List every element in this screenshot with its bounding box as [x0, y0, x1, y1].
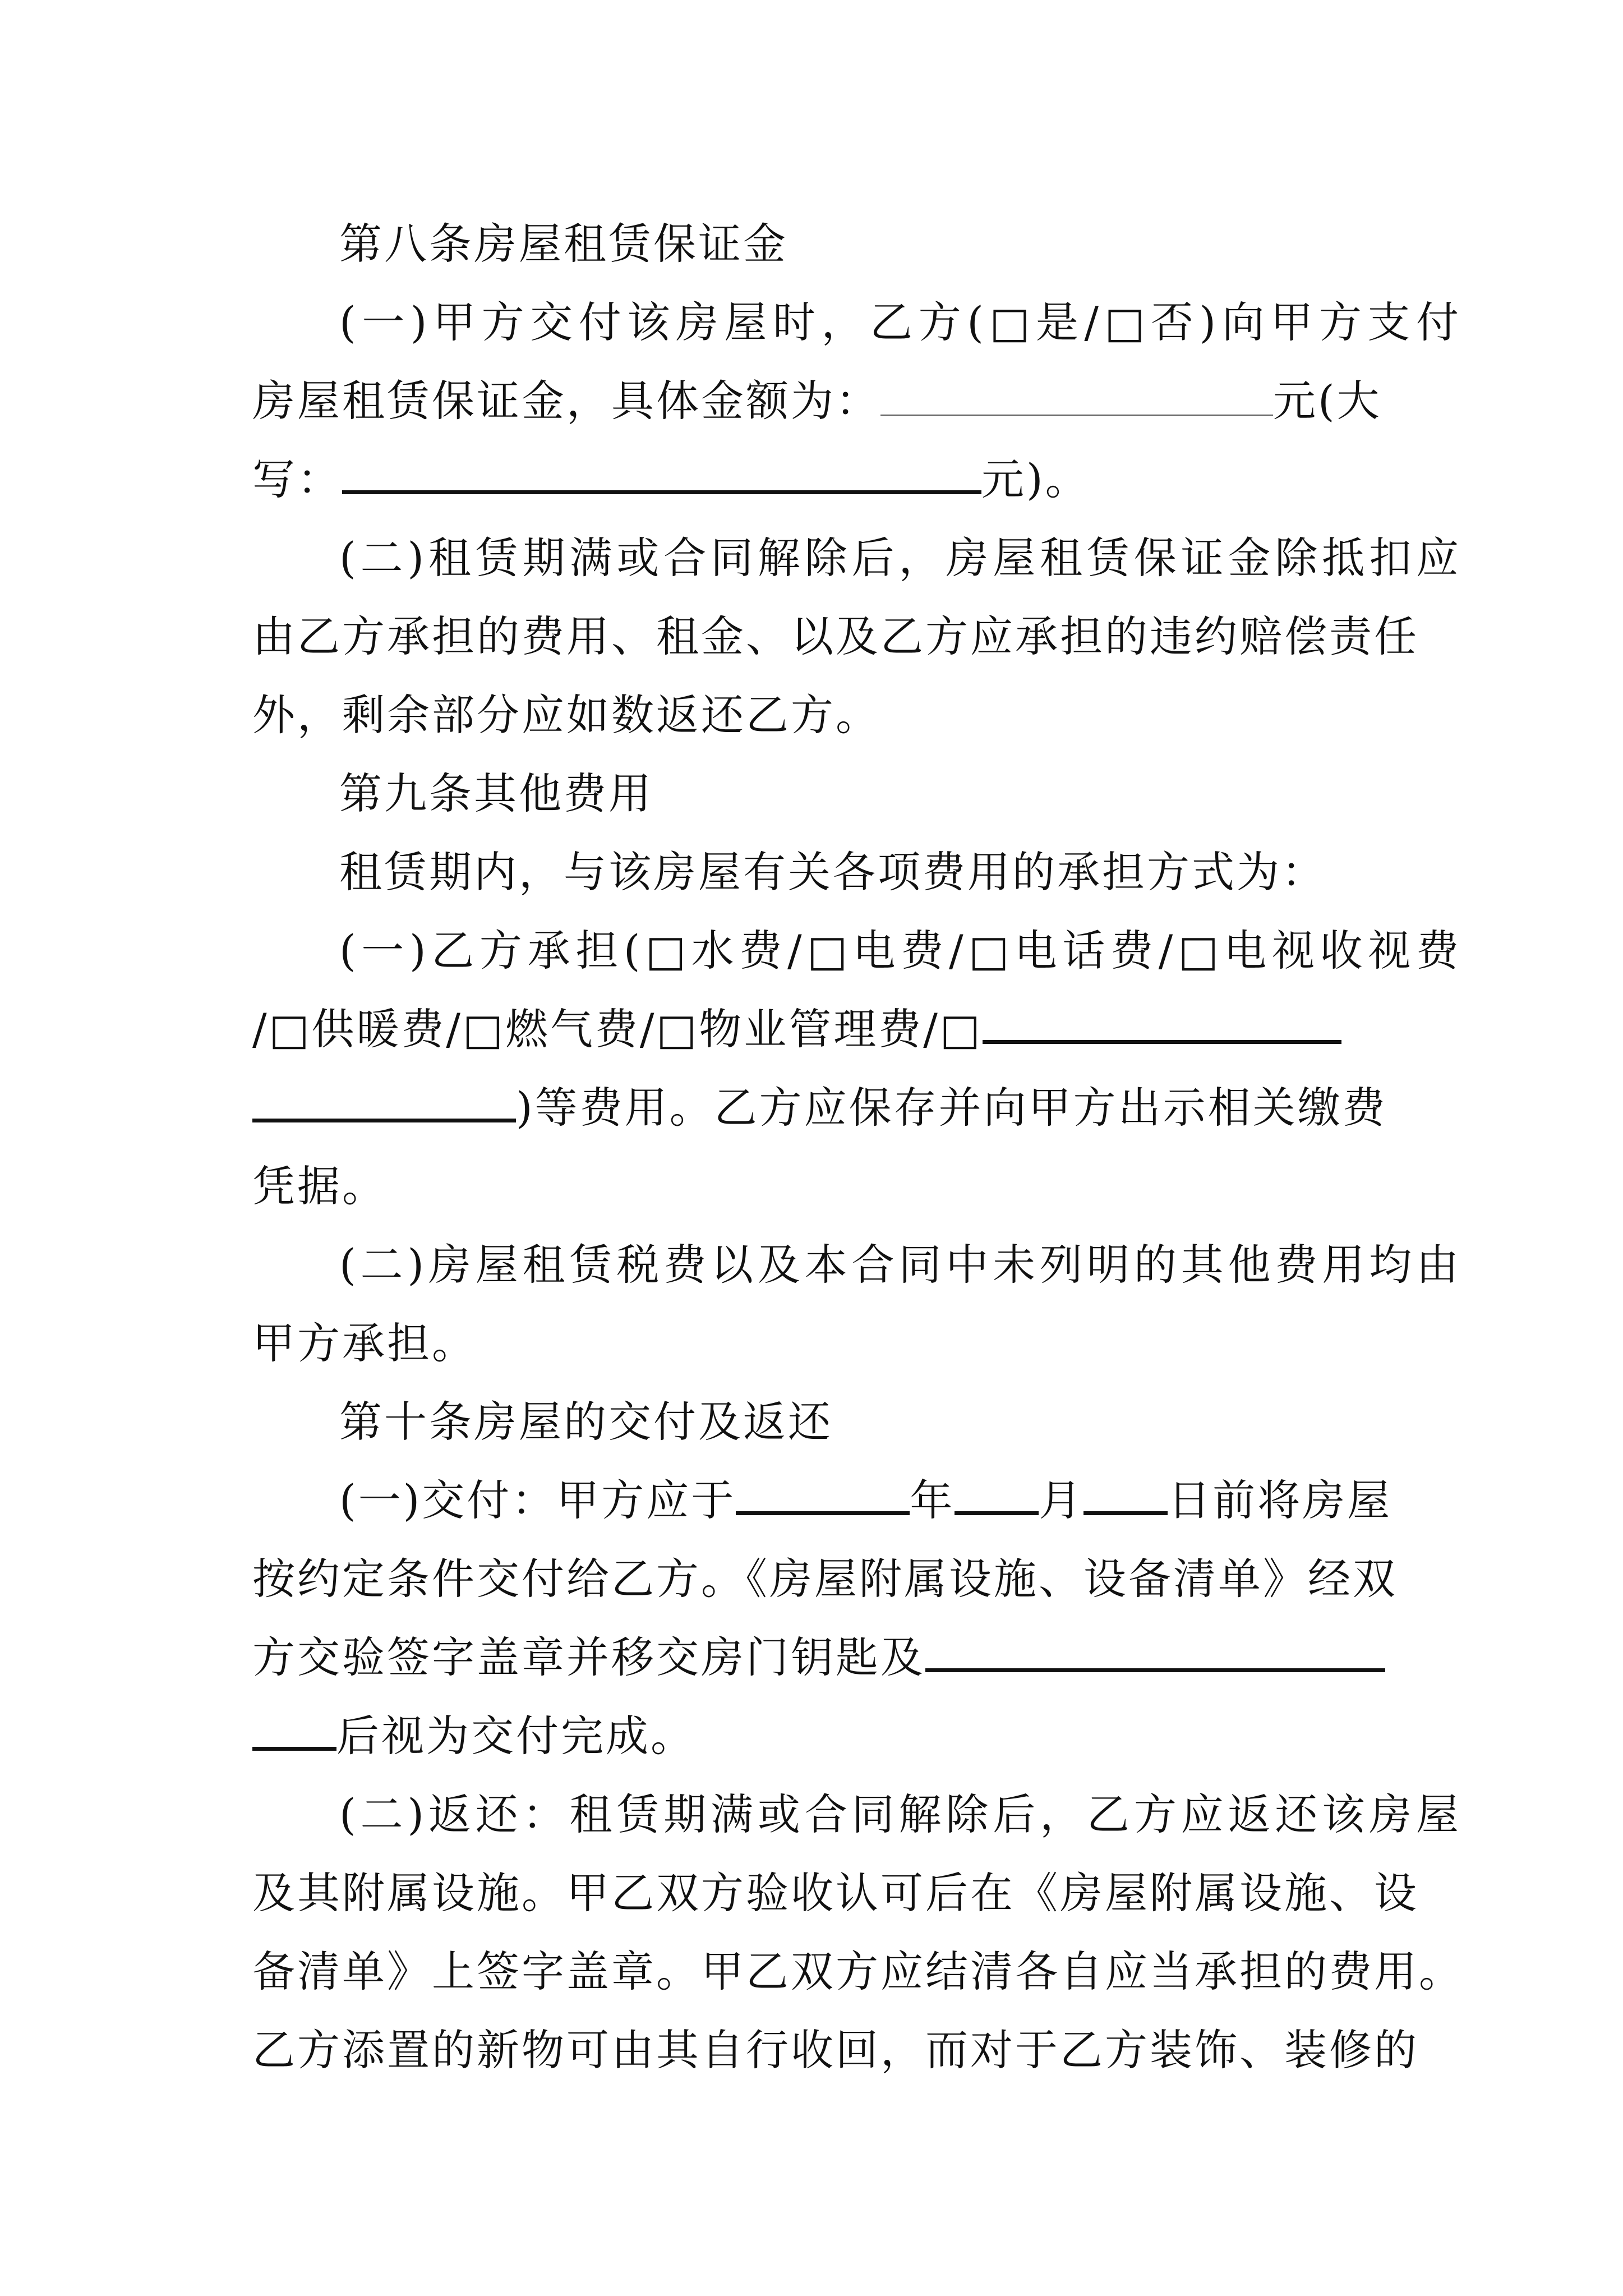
year-label: 年 — [910, 1475, 955, 1525]
deposit-amount-blank[interactable] — [880, 412, 1273, 416]
article-8-clause-2-line-2: 由乙方承担的费用、租金、以及乙方应承担的违约赔偿责任 — [252, 611, 1419, 661]
article-9-clause-2-line-2: 甲方承担。 — [252, 1318, 477, 1368]
fee-options-text: /□供暖费/□燃气费/□物业管理费/□ — [252, 1004, 983, 1054]
delivery-year-blank[interactable] — [736, 1509, 910, 1515]
article-8-clause-1-line-1: (一)甲方交付该房屋时，乙方(□是/□否)向甲方支付 — [339, 297, 1461, 347]
other-fee-blank-continued[interactable] — [252, 1116, 516, 1122]
delivery-date-label: (一)交付：甲方应于 — [339, 1475, 736, 1525]
article-9-clause-2-line-1: (二)房屋租赁税费以及本合同中未列明的其他费用均由 — [339, 1240, 1461, 1290]
delivery-complete-text: 后视为交付完成。 — [336, 1711, 695, 1761]
deposit-amount-suffix: 元(大 — [1273, 376, 1382, 426]
article-8-clause-2-line-3: 外，剩余部分应如数返还乙方。 — [252, 690, 880, 740]
article-10-clause-2-line-3: 备清单》上签字盖章。甲乙双方应结清各自应当承担的费用。 — [252, 1947, 1464, 1996]
article-9-heading: 第九条其他费用 — [339, 769, 653, 818]
keys-handover-text: 方交验签字盖章并移交房门钥匙及 — [252, 1632, 925, 1682]
article-9-intro: 租赁期内，与该房屋有关各项费用的承担方式为： — [339, 847, 1326, 897]
handover-items-blank-continued[interactable] — [252, 1745, 336, 1751]
article-10-clause-1-line-3 — [252, 1627, 1374, 1688]
deposit-uppercase-blank[interactable] — [342, 488, 981, 494]
delivery-day-blank[interactable] — [1083, 1509, 1168, 1515]
article-10-clause-1-line-2: 按约定条件交付给乙方。《房屋附属设施、设备清单》经双 — [252, 1554, 1398, 1604]
article-10-clause-1-line-4 — [252, 1705, 1374, 1767]
deposit-uppercase-suffix: 元)。 — [981, 454, 1090, 504]
handover-items-blank[interactable] — [925, 1666, 1385, 1672]
article-8-clause-1-line-3 — [252, 449, 1374, 510]
article-9-clause-1-line-2 — [252, 999, 1374, 1060]
article-10-clause-2-line-1: (二)返还：租赁期满或合同解除后，乙方应返还该房屋 — [339, 1789, 1461, 1839]
article-10-heading: 第十条房屋的交付及返还 — [339, 1397, 833, 1447]
article-9-clause-1-line-3 — [252, 1077, 1387, 1139]
article-10-clause-2-line-2: 及其附属设施。甲乙双方验收认可后在《房屋附属设施、设 — [252, 1868, 1419, 1918]
article-8-clause-2-line-1: (二)租赁期满或合同解除后，房屋租赁保证金除抵扣应 — [339, 533, 1461, 583]
deposit-amount-label: 房屋租赁保证金，具体金额为： — [252, 376, 880, 426]
other-fee-blank[interactable] — [983, 1038, 1341, 1044]
day-label: 日前将房屋 — [1168, 1475, 1393, 1525]
article-10-clause-1-line-1 — [339, 1470, 1461, 1531]
deposit-uppercase-label: 写： — [252, 454, 342, 504]
article-10-clause-2-line-4: 乙方添置的新物可由其自行收回，而对于乙方装饰、装修的 — [252, 2025, 1419, 2075]
article-9-clause-1-line-1: (一)乙方承担(□水费/□电费/□电话费/□电视收视费 — [339, 926, 1461, 976]
article-8-clause-1-line-2 — [252, 370, 1382, 432]
fee-receipts-text: )等费用。乙方应保存并向甲方出示相关缴费 — [516, 1083, 1387, 1133]
month-label: 月 — [1039, 1475, 1084, 1525]
delivery-month-blank[interactable] — [955, 1509, 1039, 1515]
article-9-clause-1-line-4: 凭据。 — [252, 1161, 387, 1211]
article-8-heading: 第八条房屋租赁保证金 — [339, 219, 788, 269]
